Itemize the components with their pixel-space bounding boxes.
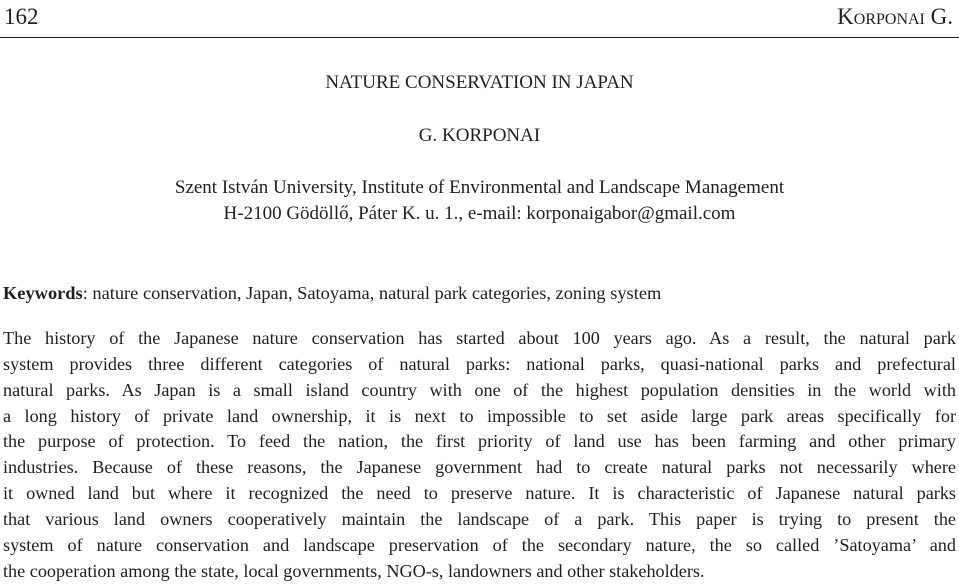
page-number: 162 bbox=[4, 4, 39, 29]
keywords-line bbox=[3, 281, 956, 305]
abstract-line: the purpose of protection. To feed the nation, the first priority of land use has been farming and other primary bbox=[3, 431, 956, 452]
paper-title: NATURE CONSERVATION IN JAPAN bbox=[325, 72, 634, 93]
abstract-line: system of nature conservation and landscape preservation of the secondary nature, the so called ’Satoyama’ and bbox=[3, 534, 956, 555]
abstract-line: a long history of private land ownership, it is next to impossible to set aside large park areas specifically for bbox=[3, 405, 956, 426]
abstract-line: industries. Because of these reasons, the Japanese government had to create natural parks not necessarily where bbox=[3, 457, 956, 478]
affiliation-address-line: H-2100 Gödöllő, Páter K. u. 1., e-mail: korponaigabor@gmail.com bbox=[223, 203, 736, 224]
author-name: G. KORPONAI bbox=[418, 125, 541, 146]
abstract-line: that various land owners cooperatively maintain the landscape of a park. This paper is trying to present the bbox=[3, 508, 956, 529]
keywords-label: Keywords bbox=[3, 283, 83, 303]
affiliation-line: Szent István University, Institute of Environmental and Landscape Management bbox=[174, 177, 785, 198]
header-rule bbox=[0, 37, 959, 38]
abstract-line: The history of the Japanese nature conservation has started about 100 years ago. As a result, the natural park bbox=[3, 328, 956, 348]
abstract-paragraph bbox=[3, 326, 956, 584]
abstract-line: it owned land but where it recognized the need to preserve nature. It is characteristic of Japanese natural parks bbox=[3, 483, 956, 504]
running-head: Korponai G. bbox=[837, 4, 953, 29]
abstract-line: the cooperation among the state, local governments, NGO-s, landowners and other stakeholders. bbox=[3, 560, 705, 581]
keywords-text: : nature conservation, Japan, Satoyama, natural park categories, zoning system bbox=[82, 283, 662, 303]
abstract-line: system provides three different categories of natural parks: national parks, quasi-national parks and prefectural bbox=[3, 353, 956, 374]
abstract-line: natural parks. As Japan is a small island country with one of the highest population densities in the world with bbox=[3, 379, 956, 400]
